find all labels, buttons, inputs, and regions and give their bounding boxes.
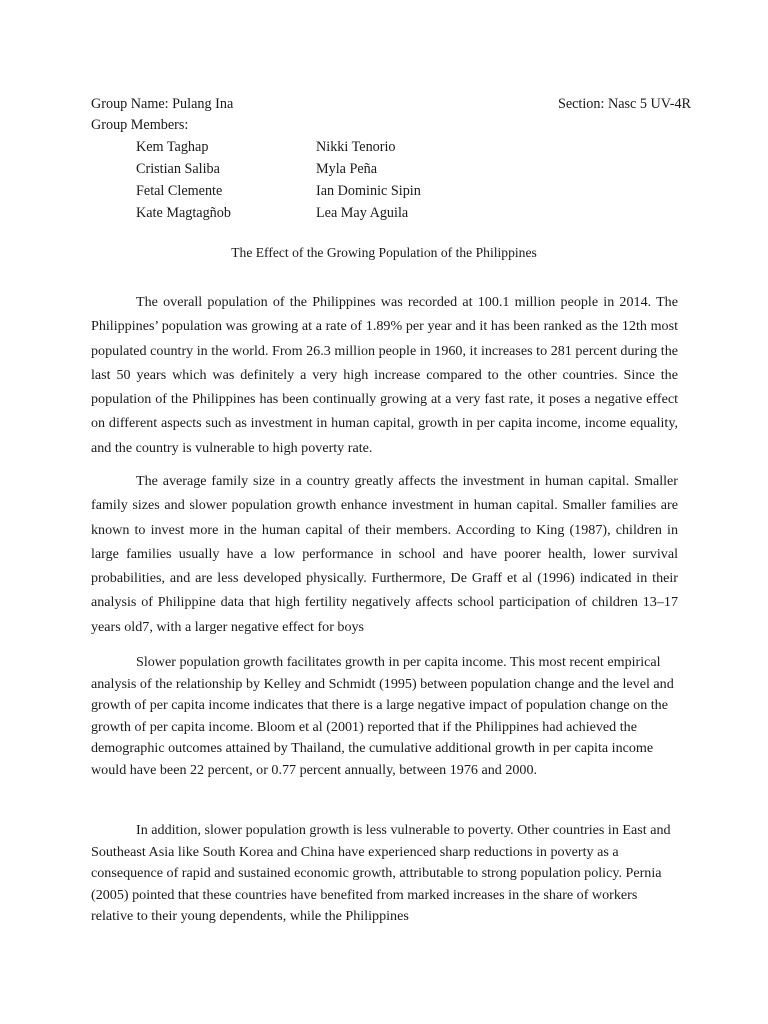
member-name: Cristian Saliba — [136, 161, 220, 177]
member-name: Kate Magtagñob — [136, 205, 231, 221]
header-row — [91, 94, 691, 114]
members-list — [136, 137, 536, 225]
member-name: Fetal Clemente — [136, 183, 223, 199]
paragraph-2: The average family size in a country greatly affects the investment in human capital. Smaller family sizes and slower population growth enhance investment in human capital. Smaller families are known to invest more in the human capital of their members. According to King (1987), children in large families usually have a low performance in school and have poorer health, lower survival probabilities, and are less developed physically. Furthermore, De Graff et al (1996) indicated in their analysis of Philippine data that high fertility negatively affects school participation of children 13–17 years old7, with a larger negative effect for boys — [91, 473, 678, 635]
section-label: Section: Nasc 5 UV-4R — [557, 96, 691, 112]
members-row — [136, 137, 536, 159]
paragraph-1: The overall population of the Philippines was recorded at 100.1 million people in 2014. The Philippines’ population was growing at a rate of 1.89% per year and it has been ranked as the 12th most populated country in the world. From 26.3 million people in 1960, it increases to 281 percent during the last 50 years which was definitely a very high increase compared to the other countries. Since the population of the Philippines has been continually growing at a very fast rate, it poses a negative effect on different aspects such as investment in human capital, growth in per capita income, income equality, and the country is vulnerable to high poverty rate. — [91, 294, 678, 456]
group-members-label: Group Members: — [91, 117, 189, 133]
member-name: Myla Peña — [316, 161, 378, 177]
member-name: Nikki Tenorio — [316, 139, 396, 155]
members-row — [136, 159, 536, 181]
members-row — [136, 203, 536, 225]
document-title: The Effect of the Growing Population of the Philippines — [231, 245, 537, 260]
member-name: Ian Dominic Sipin — [316, 183, 421, 199]
member-name: Lea May Aguila — [316, 205, 409, 221]
paragraph-4: In addition, slower population growth is less vulnerable to poverty. Other countries in East and Southeast Asia like South Korea and China have experienced sharp reductions in poverty as a consequence of rapid and sustained economic growth, attributable to strong population policy. Pernia (2005) pointed that these countries have benefited from marked increases in the share of workers relative to their young dependents, while the Philippines — [91, 822, 671, 924]
group-name: Group Name: Pulang Ina — [91, 96, 234, 112]
members-row — [136, 181, 536, 203]
paragraph-3: Slower population growth facilitates growth in per capita income. This most recent empirical analysis of the relationship by Kelley and Schmidt (1995) between population change and the level and growth of per capita income indicates that there is a large negative impact of population change on the growth of per capita income. Bloom et al (2001) reported that if the Philippines had achieved the demographic outcomes attained by Thailand, the cumulative additional growth in per capita income would have been 22 percent, or 0.77 percent annually, between 1976 and 2000. — [91, 654, 674, 778]
member-name: Kem Taghap — [136, 139, 209, 155]
